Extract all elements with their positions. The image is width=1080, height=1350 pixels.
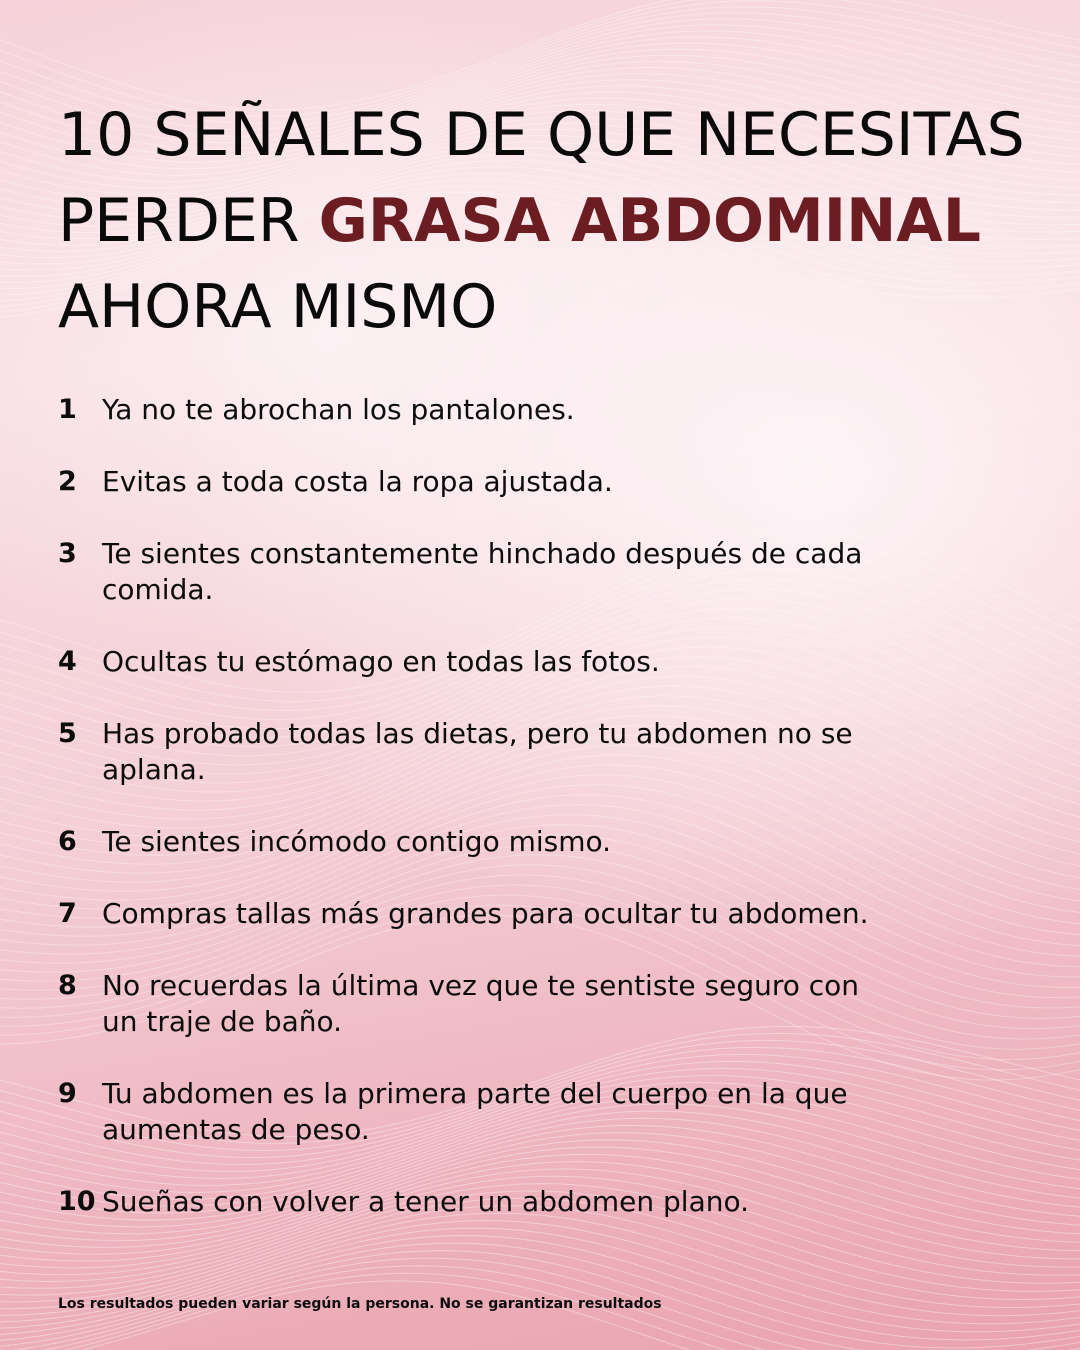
item-number: 3 xyxy=(58,538,77,569)
list-item xyxy=(58,1076,878,1148)
list-item xyxy=(58,536,878,608)
list-item xyxy=(58,896,878,932)
headline-line-2 xyxy=(58,178,1068,264)
item-text: Ya no te abrochan los pantalones. xyxy=(102,393,575,426)
item-number: 9 xyxy=(58,1078,77,1109)
item-number: 2 xyxy=(58,466,77,497)
headline-line-2-prefix: PERDER xyxy=(58,186,319,256)
item-text: Evitas a toda costa la ropa ajustada. xyxy=(102,465,613,498)
item-text: No recuerdas la última vez que te sentiste seguro con un traje de baño. xyxy=(102,969,860,1038)
signs-list xyxy=(58,392,878,1256)
list-item xyxy=(58,392,878,428)
item-text: Has probado todas las dietas, pero tu abdomen no se aplana. xyxy=(102,717,853,786)
item-number: 7 xyxy=(58,898,77,929)
list-item xyxy=(58,644,878,680)
item-number: 1 xyxy=(58,394,77,425)
headline xyxy=(58,92,1068,350)
list-item xyxy=(58,464,878,500)
item-text: Tu abdomen es la primera parte del cuerpo en la que aumentas de peso. xyxy=(102,1077,848,1146)
list-item xyxy=(58,824,878,860)
item-number: 6 xyxy=(58,826,77,857)
item-text: Ocultas tu estómago en todas las fotos. xyxy=(102,645,660,678)
item-text: Sueñas con volver a tener un abdomen plano. xyxy=(102,1185,750,1218)
item-number: 10 xyxy=(58,1186,96,1217)
list-item xyxy=(58,1184,878,1220)
headline-line-1: 10 SEÑALES DE QUE NECESITAS xyxy=(58,100,1025,170)
item-number: 5 xyxy=(58,718,77,749)
list-item xyxy=(58,968,878,1040)
headline-line-3: AHORA MISMO xyxy=(58,272,498,342)
item-text: Te sientes constantemente hinchado después de cada comida. xyxy=(102,537,863,606)
item-text: Te sientes incómodo contigo mismo. xyxy=(102,825,612,858)
item-number: 4 xyxy=(58,646,77,677)
item-number: 8 xyxy=(58,970,77,1001)
item-text: Compras tallas más grandes para ocultar tu abdomen. xyxy=(102,897,869,930)
list-item xyxy=(58,716,878,788)
headline-accent: GRASA ABDOMINAL xyxy=(318,186,981,256)
disclaimer: Los resultados pueden variar según la persona. No se garantizan resultados xyxy=(58,1296,662,1312)
